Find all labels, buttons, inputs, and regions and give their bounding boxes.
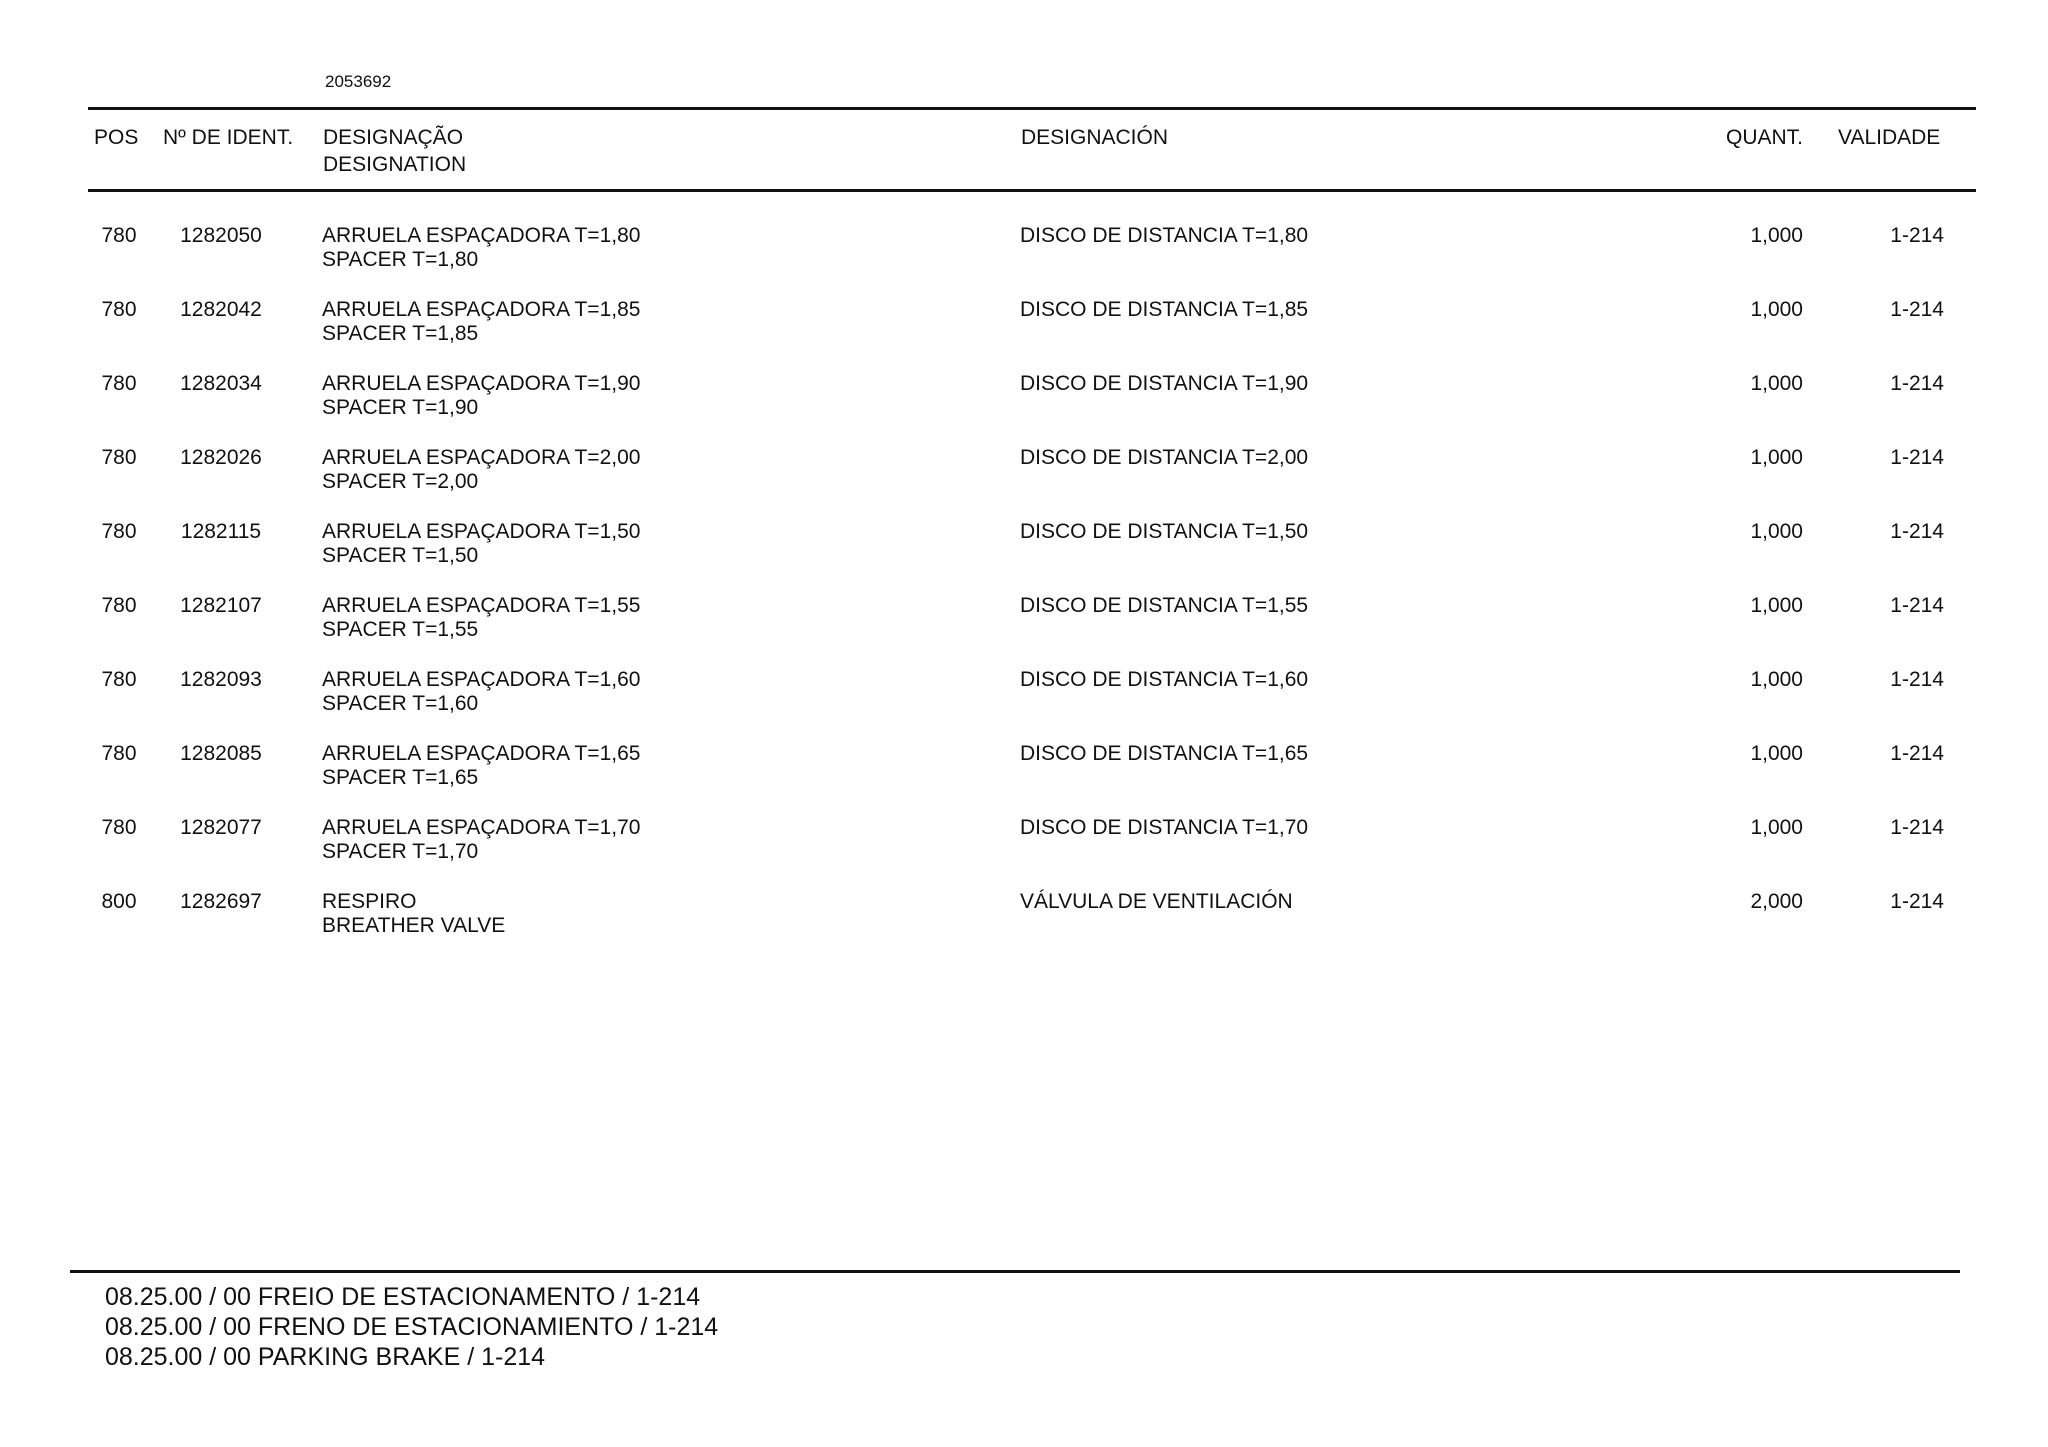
row-designation-es: DISCO DE DISTANCIA T=1,65 [1020,742,1309,765]
row-designation-es: DISCO DE DISTANCIA T=1,60 [1020,668,1309,691]
row-designation-pt: ARRUELA ESPAÇADORA T=1,70 [322,816,641,839]
table-row [0,890,2048,964]
header-designation-es: DESIGNACIÓN [1021,126,1169,149]
footer-line-pt: 08.25.00 / 00 FREIO DE ESTACIONAMENTO / 1-214 [105,1283,701,1311]
row-ident: 1282093 [180,668,262,691]
table-row [0,668,2048,742]
row-pos: 780 [101,742,137,765]
row-quant: 2,000 [1750,890,1803,913]
row-quant: 1,000 [1750,224,1803,247]
row-designation-pt: ARRUELA ESPAÇADORA T=1,60 [322,668,641,691]
row-quant: 1,000 [1750,298,1803,321]
row-designation-es: DISCO DE DISTANCIA T=1,80 [1020,224,1309,247]
row-ident: 1282034 [180,372,262,395]
header-quant: QUANT. [1725,126,1803,149]
header-designation [323,124,466,178]
table-row [0,224,2048,298]
header-pos: POS [94,126,139,149]
row-pos: 780 [101,446,137,469]
row-validade: 1-214 [1890,890,1944,913]
row-designation-en: SPACER T=1,80 [322,248,479,271]
row-designation-en: SPACER T=1,90 [322,396,479,419]
footer [105,1282,718,1372]
row-designation-en: SPACER T=1,55 [322,618,479,641]
row-validade: 1-214 [1890,520,1944,543]
row-quant: 1,000 [1750,668,1803,691]
header-ident: Nº DE IDENT. [163,126,294,149]
row-designation-es: DISCO DE DISTANCIA T=1,70 [1020,816,1309,839]
row-designation-pt: ARRUELA ESPAÇADORA T=1,50 [322,520,641,543]
row-pos: 780 [101,298,137,321]
row-pos: 780 [101,520,137,543]
table-row [0,446,2048,520]
parts-table [0,224,2048,964]
row-designation [322,372,640,420]
row-validade: 1-214 [1890,372,1944,395]
row-designation-pt: ARRUELA ESPAÇADORA T=1,65 [322,742,641,765]
row-pos: 780 [101,224,137,247]
row-validade: 1-214 [1890,594,1944,617]
row-designation [322,224,640,272]
row-ident: 1282077 [180,816,262,839]
row-designation [322,890,505,938]
footer-rule [70,1270,1960,1273]
row-quant: 1,000 [1750,520,1803,543]
row-designation-en: SPACER T=1,60 [322,692,479,715]
row-designation-es: DISCO DE DISTANCIA T=1,90 [1020,372,1309,395]
row-designation-es: DISCO DE DISTANCIA T=1,55 [1020,594,1309,617]
row-ident: 1282026 [180,446,262,469]
row-designation-pt: ARRUELA ESPAÇADORA T=2,00 [322,446,641,469]
row-designation-es: DISCO DE DISTANCIA T=1,85 [1020,298,1309,321]
row-designation-es: DISCO DE DISTANCIA T=2,00 [1020,446,1309,469]
header-designation-pt: DESIGNAÇÃO [323,126,464,149]
row-pos: 800 [101,890,137,913]
row-validade: 1-214 [1890,742,1944,765]
row-designation-pt: ARRUELA ESPAÇADORA T=1,55 [322,594,641,617]
row-designation-en: SPACER T=1,70 [322,840,479,863]
row-designation [322,446,640,494]
row-quant: 1,000 [1750,372,1803,395]
row-ident: 1282697 [180,890,262,913]
row-designation [322,816,640,864]
row-designation-es: VÁLVULA DE VENTILACIÓN [1020,890,1293,913]
row-designation-pt: ARRUELA ESPAÇADORA T=1,85 [322,298,641,321]
table-row [0,520,2048,594]
row-ident: 1282115 [180,520,262,543]
row-designation-pt: ARRUELA ESPAÇADORA T=1,90 [322,372,641,395]
row-pos: 780 [101,816,137,839]
row-ident: 1282085 [180,742,262,765]
row-designation-pt: ARRUELA ESPAÇADORA T=1,80 [322,224,641,247]
document-number: 2053692 [325,72,392,91]
header-validade: VALIDADE [1838,126,1941,149]
row-designation [322,594,640,642]
row-quant: 1,000 [1750,446,1803,469]
table-row [0,742,2048,816]
row-designation [322,742,640,790]
row-designation [322,520,640,568]
footer-line-en: 08.25.00 / 00 PARKING BRAKE / 1-214 [105,1343,546,1371]
row-validade: 1-214 [1890,446,1944,469]
row-pos: 780 [101,372,137,395]
top-rule [88,107,1976,110]
table-row [0,372,2048,446]
row-designation-en: SPACER T=1,50 [322,544,479,567]
row-quant: 1,000 [1750,816,1803,839]
row-pos: 780 [101,668,137,691]
header-rule [88,189,1976,192]
row-ident: 1282050 [180,224,262,247]
row-designation [322,298,640,346]
row-designation-en: SPACER T=1,65 [322,766,479,789]
footer-line-es: 08.25.00 / 00 FRENO DE ESTACIONAMIENTO / 1-214 [105,1313,719,1341]
row-validade: 1-214 [1890,224,1944,247]
table-row [0,298,2048,372]
row-validade: 1-214 [1890,298,1944,321]
row-designation-en: SPACER T=2,00 [322,470,479,493]
header-designation-en: DESIGNATION [323,153,467,176]
row-designation [322,668,640,716]
row-ident: 1282042 [180,298,262,321]
table-row [0,594,2048,668]
row-designation-pt: RESPIRO [322,890,417,913]
row-validade: 1-214 [1890,816,1944,839]
row-designation-es: DISCO DE DISTANCIA T=1,50 [1020,520,1309,543]
row-pos: 780 [101,594,137,617]
row-quant: 1,000 [1750,594,1803,617]
row-designation-en: BREATHER VALVE [322,914,506,937]
row-designation-en: SPACER T=1,85 [322,322,479,345]
row-validade: 1-214 [1890,668,1944,691]
row-ident: 1282107 [180,594,262,617]
row-quant: 1,000 [1750,742,1803,765]
table-row [0,816,2048,890]
